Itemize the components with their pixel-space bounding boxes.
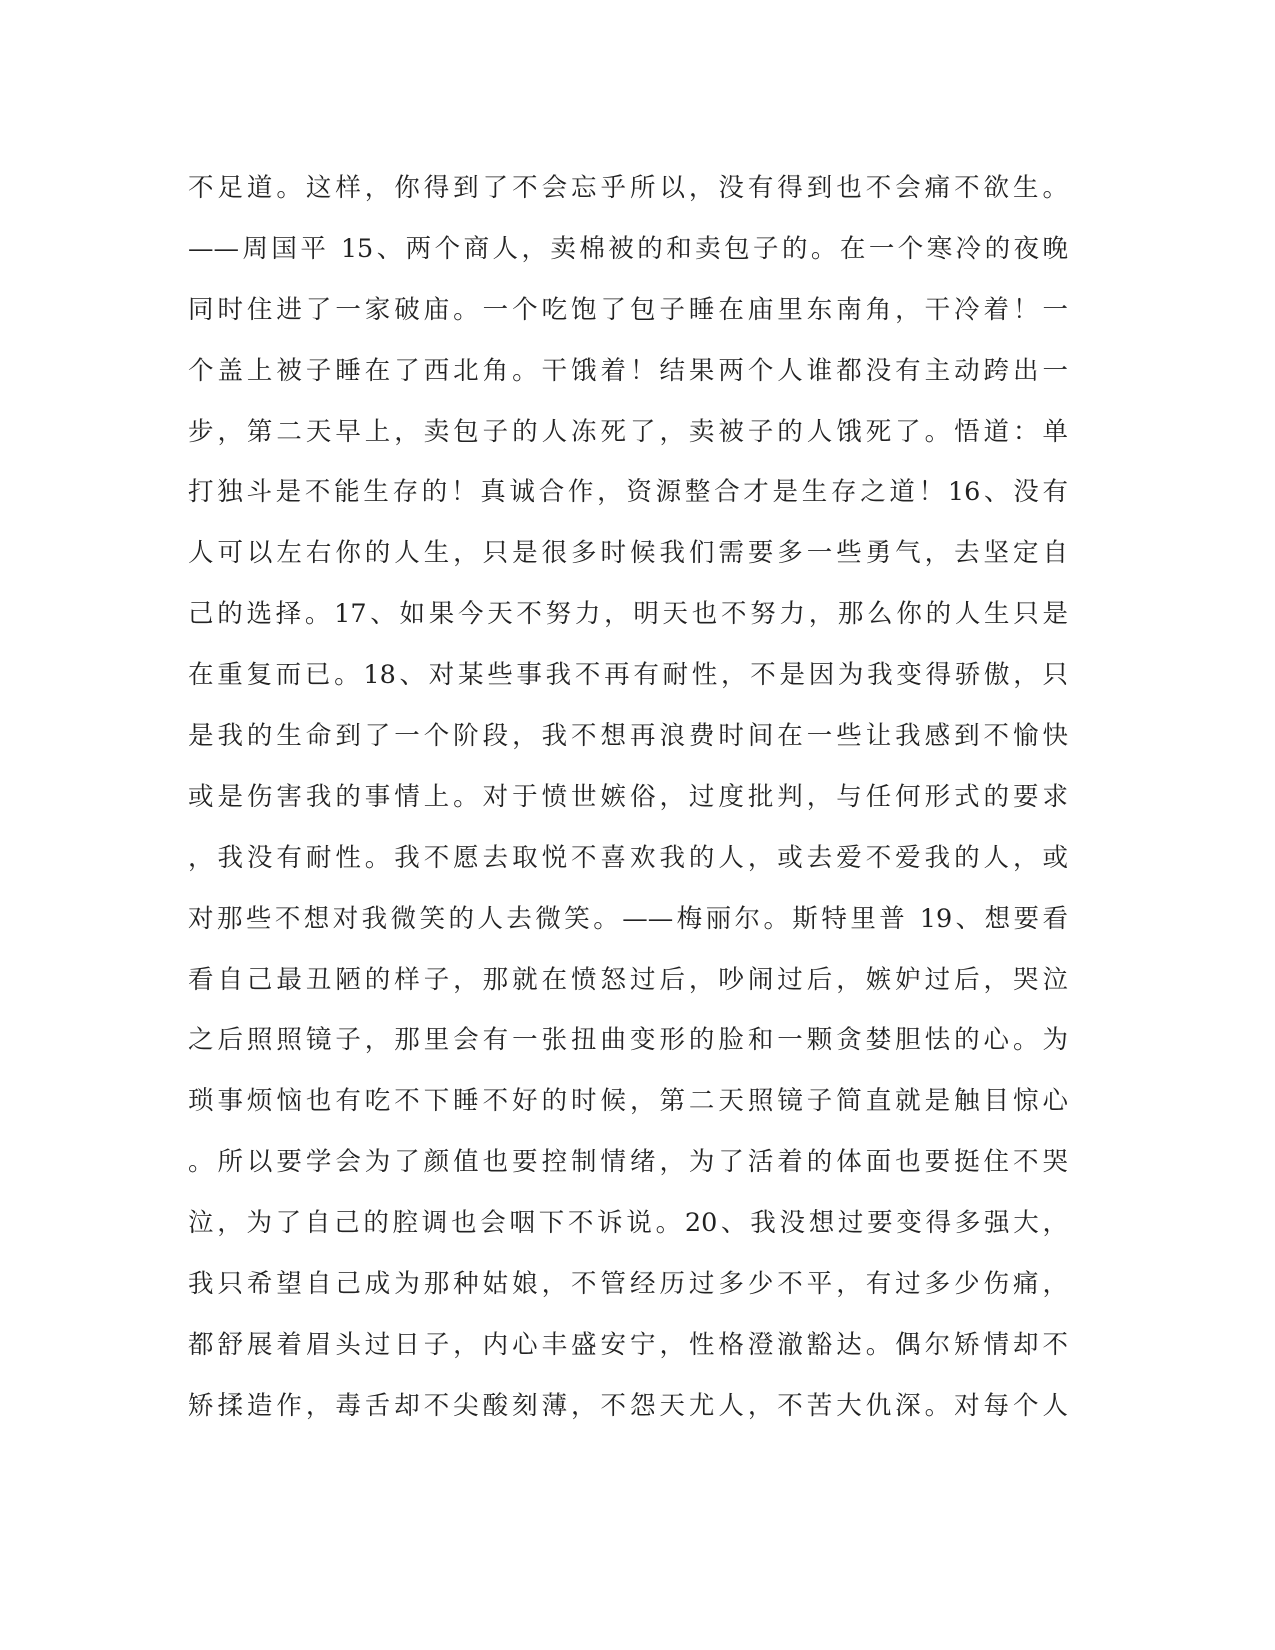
text-line: 或是伤害我的事情上。对于愤世嫉俗，过度批判，与任何形式的要求: [188, 781, 1068, 812]
text-line: 之后照照镜子，那里会有一张扭曲变形的脸和一颗贪婪胆怯的心。为: [188, 1025, 1068, 1056]
text-line: 步，第二天早上，卖包子的人冻死了，卖被子的人饿死了。悟道：单: [188, 416, 1068, 447]
text-line: 都舒展着眉头过日子，内心丰盛安宁，性格澄澈豁达。偶尔矫情却不: [188, 1329, 1068, 1360]
text-line: 己的选择。17、如果今天不努力，明天也不努力，那么你的人生只是: [188, 599, 1068, 630]
text-line: 。所以要学会为了颜值也要控制情绪，为了活着的体面也要挺住不哭: [188, 1147, 1068, 1178]
text-line: 对那些不想对我微笑的人去微笑。——梅丽尔。斯特里普 19、想要看: [188, 903, 1068, 934]
text-line: 我只希望自己成为那种姑娘，不管经历过多少不平，有过多少伤痛，: [188, 1269, 1068, 1300]
text-line: 矫揉造作，毒舌却不尖酸刻薄，不怨天尤人，不苦大仇深。对每个人: [188, 1390, 1068, 1421]
text-line: ，我没有耐性。我不愿去取悦不喜欢我的人，或去爱不爱我的人，或: [188, 842, 1068, 873]
text-line: ——周国平 15、两个商人，卖棉被的和卖包子的。在一个寒冷的夜晚: [188, 233, 1068, 264]
text-line: 同时住进了一家破庙。一个吃饱了包子睡在庙里东南角，干冷着！一: [188, 294, 1068, 325]
text-line: 在重复而已。18、对某些事我不再有耐性，不是因为我变得骄傲，只: [188, 660, 1068, 691]
text-line: 琐事烦恼也有吃不下睡不好的时候，第二天照镜子简直就是触目惊心: [188, 1086, 1068, 1117]
text-line: 不足道。这样，你得到了不会忘乎所以，没有得到也不会痛不欲生。: [188, 173, 1068, 203]
text-line: 人可以左右你的人生，只是很多时候我们需要多一些勇气，去坚定自: [188, 538, 1068, 569]
text-line: 打独斗是不能生存的！真诚合作，资源整合才是生存之道！16、没有: [188, 477, 1068, 508]
text-line: 看自己最丑陋的样子，那就在愤怒过后，吵闹过后，嫉妒过后，哭泣: [188, 964, 1068, 995]
body-text: [188, 158, 1068, 1437]
text-line: 个盖上被子睡在了西北角。干饿着！结果两个人谁都没有主动跨出一: [188, 355, 1068, 386]
text-line: 是我的生命到了一个阶段，我不想再浪费时间在一些让我感到不愉快: [188, 721, 1068, 752]
text-line: 泣，为了自己的腔调也会咽下不诉说。20、我没想过要变得多强大，: [188, 1208, 1068, 1239]
